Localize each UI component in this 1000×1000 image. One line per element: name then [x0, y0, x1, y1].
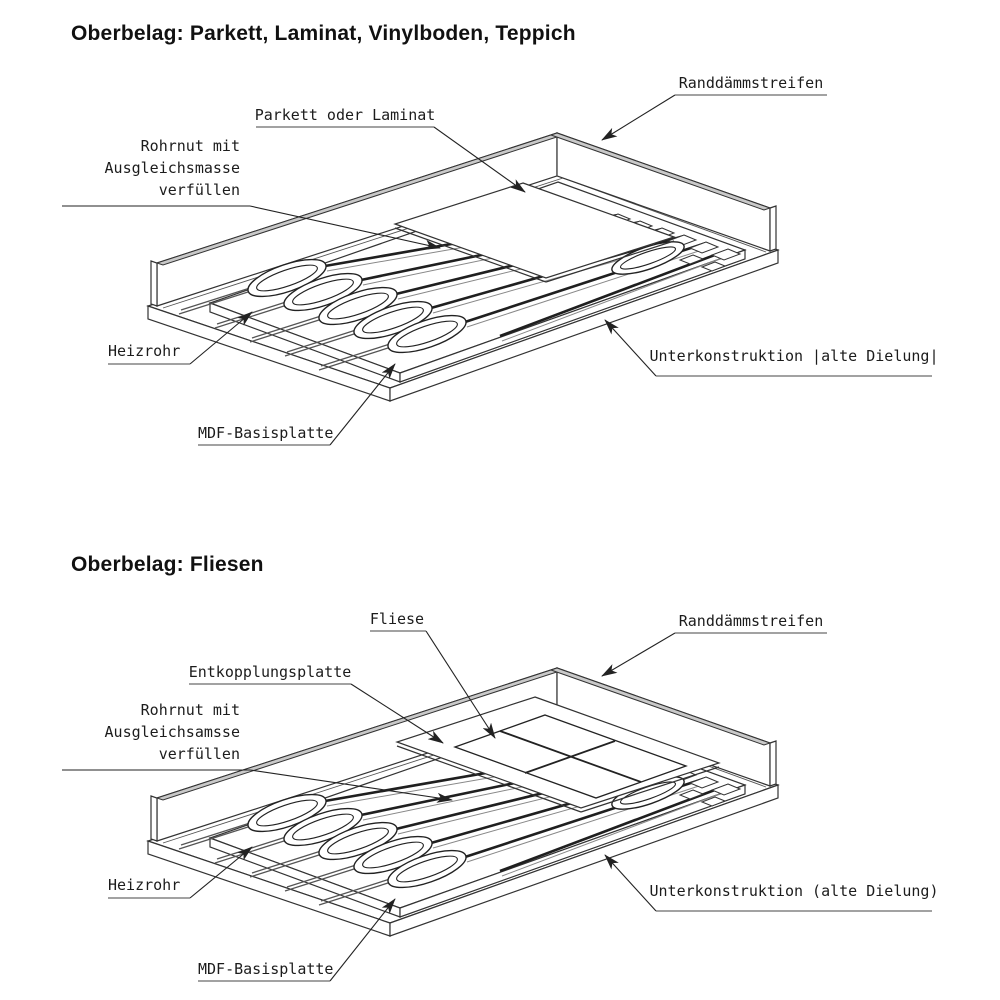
diagram2	[62, 610, 938, 981]
label-substructure: Unterkonstruktion |alte Dielung|	[649, 347, 939, 365]
label-substructure-2: Unterkonstruktion (alte Dielung)	[649, 882, 939, 900]
label-tile: Fliese	[369, 610, 425, 628]
diagram1-title: Oberbelag: Parkett, Laminat, Vinylboden, Teppich	[71, 22, 576, 45]
label-base-board: MDF-Basisplatte	[198, 424, 334, 442]
label-edge-strip-2: Randdämmstreifen	[678, 612, 824, 630]
label-groove-1: Rohrnut mit	[140, 137, 240, 155]
label-groove-3: verfüllen	[158, 181, 240, 199]
label-groove2-1: Rohrnut mit	[140, 701, 240, 719]
label-groove-2: Ausgleichsmasse	[104, 159, 240, 177]
diagram1	[62, 74, 938, 445]
label-base-board-2: MDF-Basisplatte	[198, 960, 334, 978]
leader-edge-strip-2	[602, 633, 827, 676]
label-heating-pipe-2: Heizrohr	[108, 876, 181, 894]
label-groove2-3: verfüllen	[158, 745, 240, 763]
label-edge-strip: Randdämmstreifen	[678, 74, 824, 92]
label-groove2-2: Ausgleichsamsse	[104, 723, 240, 741]
label-heating-pipe: Heizrohr	[108, 342, 181, 360]
diagram2-title: Oberbelag: Fliesen	[71, 553, 264, 576]
leader-edge-strip	[602, 95, 827, 140]
label-surface: Parkett oder Laminat	[254, 106, 436, 124]
label-decoupling: Entkopplungsplatte	[188, 663, 352, 681]
